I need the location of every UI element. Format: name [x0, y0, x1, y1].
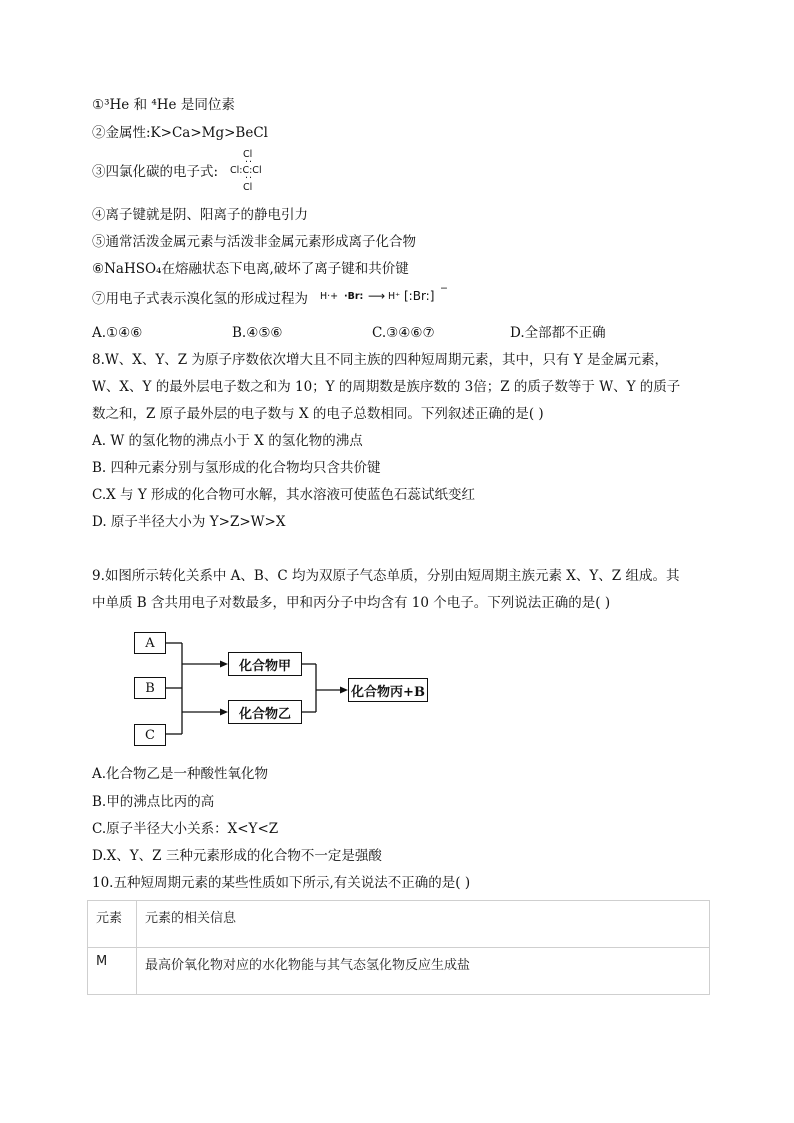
hbr-arrow: ⟶: [368, 289, 386, 303]
q7-statement-4: ④离子键就是阴、阳离子的静电引力: [92, 207, 308, 223]
substance-a-box: A: [134, 632, 166, 654]
q7-statement-7: ⑦用电子式表示溴化氢的形成过程为: [92, 291, 308, 307]
q9-option-d: D.X、Y、Z 三种元素形成的化合物不一定是强酸: [92, 848, 382, 864]
table-header-info: 元素的相关信息: [137, 901, 710, 948]
substance-c-box: C: [134, 724, 166, 746]
table-cell-element: M: [88, 948, 137, 995]
q8-stem-line-2: W、X、Y 的最外层电子数之和为 10；Y 的周期数是族序数的 3倍；Z 的质子数等于 W、Y 的质子: [92, 379, 681, 395]
q8-option-b: B. 四种元素分别与氢形成的化合物均只含共价键: [92, 460, 381, 476]
q8-option-c: C.X 与 Y 形成的化合物可水解，其水溶液可使蓝色石蕊试纸变红: [92, 487, 476, 503]
q8-option-d: D. 原子半径大小为 Y>Z>W>X: [92, 514, 286, 530]
q9-option-c: C.原子半径大小关系：X<Y<Z: [92, 821, 279, 837]
q9-stem-line-1: 9.如图所示转化关系中 A、B、C 均为双原子气态单质，分别由短周期主族元素 X、Y、Z 组成。其: [92, 568, 680, 584]
q7-statement-5: ⑤通常活泼金属元素与活泼非金属元素形成离子化合物: [92, 234, 416, 250]
q9-option-b: B.甲的沸点比丙的高: [92, 794, 215, 810]
hbr-formation-formula: [320, 283, 450, 309]
q7-option-b: B.④⑤⑥: [232, 325, 283, 341]
hbr-br-atom: ·Br:: [344, 291, 364, 302]
q8-stem-line-3: 数之和，Z 原子最外层的电子数与 X 的电子总数相同。下列叙述正确的是( ): [92, 406, 544, 422]
ccl4-bottom-dots: ··: [245, 173, 254, 184]
q9-stem-line-2: 中单质 B 含共用电子对数最多，甲和丙分子中均含有 10 个电子。下列说法正确的是( ): [92, 595, 611, 611]
q8-option-a: A. W 的氢化物的沸点小于 X 的氢化物的沸点: [92, 433, 363, 449]
hbr-br-ion: [:Br:]: [404, 289, 435, 303]
ccl4-middle-row: Cl:C:Cl: [230, 165, 262, 176]
q7-statement-3: ③四氯化碳的电子式:: [92, 164, 219, 180]
q7-option-a: A.①④⑥: [92, 325, 143, 341]
table-header-element: 元素: [88, 901, 137, 948]
q7-option-c: C.③④⑥⑦: [372, 325, 435, 341]
ccl4-bottom-cl: Cl: [243, 182, 253, 193]
hbr-charge: −: [440, 283, 448, 294]
ccl4-electron-formula: [230, 149, 277, 195]
q7-option-d: D.全部都不正确: [510, 325, 606, 341]
hbr-h-atom: H·+: [320, 291, 339, 302]
q8-stem-line-1: 8.W、X、Y、Z 为原子序数依次增大且不同主族的四种短周期元素，其中，只有 Y 是金属元素，: [92, 352, 668, 368]
reaction-diagram: [130, 628, 450, 748]
q7-statement-1: ①³He 和 ⁴He 是同位素: [92, 97, 235, 113]
q9-option-a: A.化合物乙是一种酸性氧化物: [92, 766, 269, 782]
q10-stem: 10.五种短周期元素的某些性质如下所示,有关说法不正确的是( ): [92, 875, 471, 891]
q7-statement-2: ②金属性:K>Ca>Mg>BeCl: [92, 125, 268, 141]
table-header-row: [88, 901, 710, 948]
compound-yi-box: 化合物乙: [228, 700, 302, 724]
substance-b-box: B: [134, 677, 166, 699]
hbr-h-ion: H⁺: [388, 291, 401, 302]
ccl4-top-dots: ··: [245, 157, 254, 168]
ccl4-top-cl: Cl: [243, 149, 253, 160]
compound-jia-box: 化合物甲: [228, 652, 302, 676]
q7-statement-6: ⑥NaHSO₄在熔融状态下电离,破坏了离子键和共价键: [92, 261, 409, 277]
table-cell-info: 最高价氧化物对应的水化物能与其气态氢化物反应生成盐: [137, 948, 710, 995]
table-row: [88, 948, 710, 995]
element-info-table: [87, 900, 710, 995]
compound-bing-box: 化合物丙+B: [348, 678, 428, 702]
